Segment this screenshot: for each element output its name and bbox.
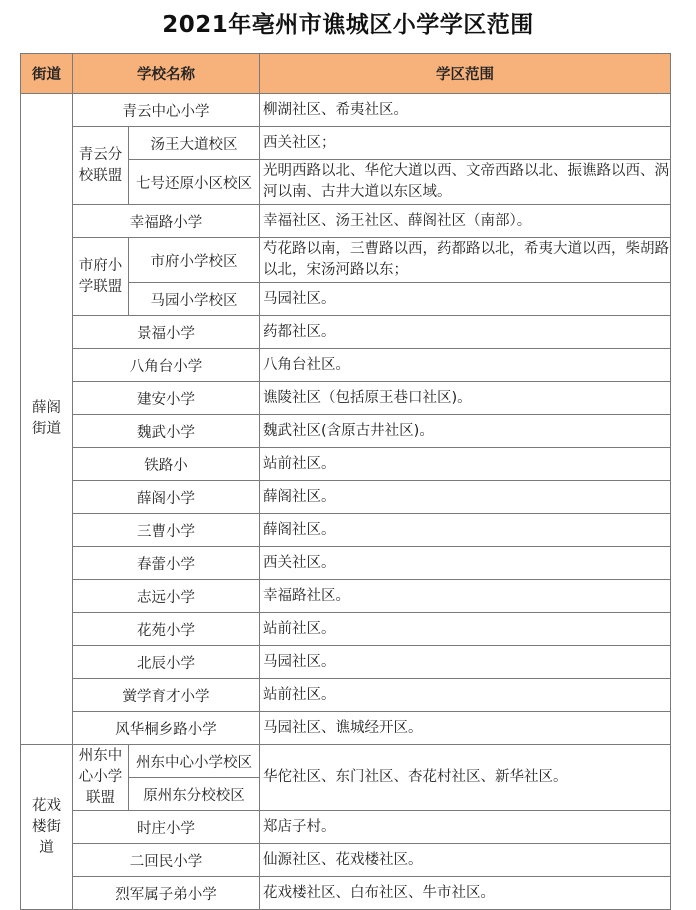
district-cell: 郑店子村。 — [260, 811, 671, 844]
table-row — [21, 415, 671, 448]
group-cell — [73, 127, 129, 205]
district-cell: 仙源社区、花戏楼社区。 — [260, 844, 671, 877]
school-cell: 州东中心小学校区 — [129, 745, 260, 778]
table-row — [21, 580, 671, 613]
school-cell: 魏武小学 — [73, 415, 260, 448]
table-row — [21, 745, 671, 778]
group-label: 市府小学联盟 — [78, 257, 123, 295]
school-cell: 八角台小学 — [73, 349, 260, 382]
district-cell: 光明西路以北、华佗大道以西、文帝西路以北、振谯路以西、涡河以南、古井大道以东区域。 — [260, 160, 671, 205]
table-row — [21, 613, 671, 646]
street-cell — [21, 745, 73, 910]
table-row — [21, 127, 671, 160]
district-cell: 华佗社区、东门社区、杏花村社区、新华社区。 — [260, 745, 671, 811]
header-street: 街道 — [21, 54, 73, 94]
district-cell: 马园社区。 — [260, 283, 671, 316]
street-label: 花戏楼街道 — [32, 797, 61, 856]
district-cell: 芍花路以南，三曹路以西，药都路以北，希夷大道以西，柴胡路以北，宋汤河路以东； — [260, 238, 671, 283]
table-row — [21, 316, 671, 349]
district-cell: 西关社区； — [260, 127, 671, 160]
school-cell: 黉学育才小学 — [73, 679, 260, 712]
district-cell: 魏武社区(含原古井社区)。 — [260, 415, 671, 448]
table-row — [21, 238, 671, 283]
school-cell: 青云中心小学 — [73, 94, 260, 127]
school-cell: 春蕾小学 — [73, 547, 260, 580]
table-row — [21, 514, 671, 547]
school-cell: 二回民小学 — [73, 844, 260, 877]
district-cell: 薛阁社区。 — [260, 481, 671, 514]
district-cell: 幸福路社区。 — [260, 580, 671, 613]
district-cell: 薛阁社区。 — [260, 514, 671, 547]
school-cell: 薛阁小学 — [73, 481, 260, 514]
school-cell: 建安小学 — [73, 382, 260, 415]
district-cell: 幸福社区、汤王社区、薛阁社区（南部）。 — [260, 205, 671, 238]
school-cell: 景福小学 — [73, 316, 260, 349]
table-row — [21, 712, 671, 745]
school-cell: 风华桐乡路小学 — [73, 712, 260, 745]
table-row — [21, 382, 671, 415]
group-cell — [73, 238, 129, 316]
table-row — [21, 646, 671, 679]
table-row — [21, 94, 671, 127]
school-district-table — [20, 53, 671, 910]
district-cell: 花戏楼社区、白布社区、牛市社区。 — [260, 877, 671, 910]
district-cell: 站前社区。 — [260, 613, 671, 646]
school-cell: 花苑小学 — [73, 613, 260, 646]
district-cell: 马园社区、谯城经开区。 — [260, 712, 671, 745]
district-cell: 八角台社区。 — [260, 349, 671, 382]
school-cell: 时庄小学 — [73, 811, 260, 844]
district-cell: 站前社区。 — [260, 679, 671, 712]
district-cell: 西关社区。 — [260, 547, 671, 580]
header-row — [21, 54, 671, 94]
school-cell: 烈军属子弟小学 — [73, 877, 260, 910]
school-cell: 志远小学 — [73, 580, 260, 613]
table-row — [21, 811, 671, 844]
table-row — [21, 205, 671, 238]
street-label: 薛阁街道 — [32, 400, 61, 437]
district-cell: 马园社区。 — [260, 646, 671, 679]
district-cell: 站前社区。 — [260, 448, 671, 481]
table-row — [21, 481, 671, 514]
school-cell: 原州东分校校区 — [129, 778, 260, 811]
school-cell: 幸福路小学 — [73, 205, 260, 238]
school-cell: 北辰小学 — [73, 646, 260, 679]
school-cell: 汤王大道校区 — [129, 127, 260, 160]
school-cell: 七号还原小区校区 — [129, 160, 260, 205]
group-label: 州东中心小学联盟 — [78, 748, 123, 806]
street-cell — [21, 94, 73, 745]
table-row — [21, 349, 671, 382]
school-cell: 铁路小 — [73, 448, 260, 481]
group-cell — [73, 745, 129, 811]
table-row — [21, 844, 671, 877]
district-cell: 谯陵社区（包括原王巷口社区)。 — [260, 382, 671, 415]
table-row — [21, 547, 671, 580]
school-cell: 市府小学校区 — [129, 238, 260, 283]
school-cell: 马园小学校区 — [129, 283, 260, 316]
table-row — [21, 448, 671, 481]
district-cell: 柳湖社区、希夷社区。 — [260, 94, 671, 127]
school-cell: 三曹小学 — [73, 514, 260, 547]
page-title: 2021年亳州市谯城区小学学区范围 — [162, 12, 534, 38]
table-row — [21, 679, 671, 712]
header-district: 学区范围 — [260, 54, 671, 94]
district-cell: 药都社区。 — [260, 316, 671, 349]
header-school: 学校名称 — [73, 54, 260, 94]
group-label: 青云分校联盟 — [78, 146, 123, 184]
table-row — [21, 877, 671, 910]
